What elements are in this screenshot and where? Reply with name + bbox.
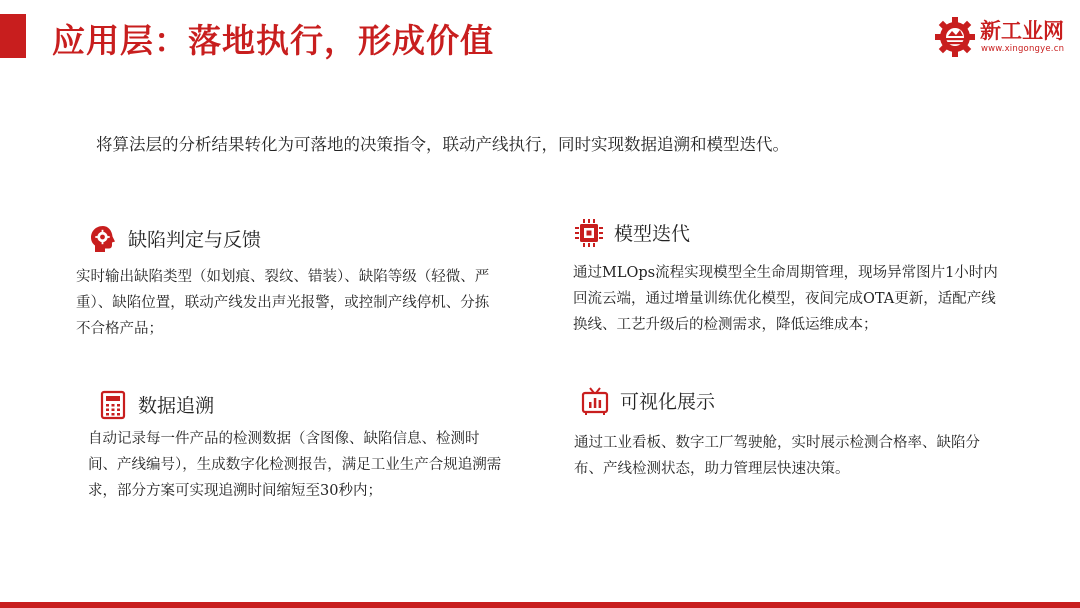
card-title: 模型迭代 [614,223,691,245]
card-title: 数据追溯 [138,395,215,417]
tv-chart-icon [580,386,610,416]
card-model-iteration [573,218,999,333]
card-header [88,224,513,258]
logo-url: www.xingongye.cn [981,44,1065,54]
card-defect-judgement [76,224,513,337]
card-header [574,218,999,252]
card-text: 通过工业看板、数字工厂驾驶舱，实时展示检测合格率、缺陷分布、产线检测状态，助力管理层快速决策。 [574,435,980,477]
page-title: 应用层：落地执行，形成价值 [52,21,494,60]
card-header [98,390,518,424]
card-visualization [574,386,1000,477]
logo-name: 新工业网 [980,19,1064,43]
card-text: 自动记录每一件产品的检测数据（含图像、缺陷信息、检测时间、产线编号），生成数字化检测报告，满足工业生产合规追溯需求，部分方案可实现追溯时间缩短至30秒内； [88,431,502,499]
card-text: 通过MLOps流程实现模型全生命周期管理，现场异常图片1小时内回流云端，通过增量训练优化模型，夜间完成OTA更新，适配产线换线、工艺升级后的检测需求，降低运维成本； [573,265,998,333]
card-data-traceability [88,390,518,499]
footer-accent-bar [0,602,1080,608]
card-title: 可视化展示 [620,391,716,413]
brand-logo [934,16,1074,58]
title-accent-bar [0,14,26,58]
card-title: 缺陷判定与反馈 [128,229,262,251]
gear-logo-icon [934,16,976,58]
head-gear-icon [88,224,118,254]
chip-icon [574,218,604,248]
card-text: 实时输出缺陷类型（如划痕、裂纹、错装）、缺陷等级（轻微、严重）、缺陷位置，联动产线发出声光报警，或控制产线停机、分拣不合格产品； [76,269,490,337]
card-header [580,386,1000,420]
calculator-icon [98,390,128,420]
intro-text: 将算法层的分析结果转化为可落地的决策指令，联动产线执行，同时实现数据追溯和模型迭代。 [96,135,789,154]
